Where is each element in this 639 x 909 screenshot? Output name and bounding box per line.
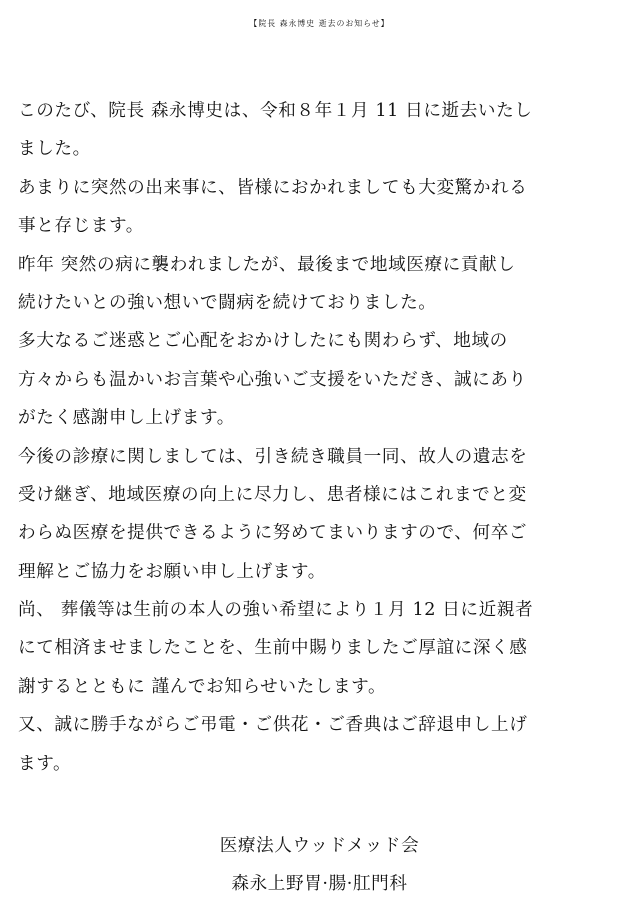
body-line: ました。 [18,139,91,160]
body-line: このたび、院長 森永博史は、令和８年１月 11 日に逝去いたし [18,101,533,121]
body-line: あまりに突然の出来事に、皆様におかれましても大変驚かれる [18,177,528,198]
body-line: ます。 [18,753,72,774]
organization-name: 医療法人ウッドメッド会 [219,836,420,856]
body-line: 謝するとともに 謹んでお知らせいたします。 [18,676,387,697]
clinic-name: 森永上野胃·腸·肛門科 [231,874,408,894]
body-line: 多大なるご迷惑とご心配をおかけしたにも関わらず、地域の [18,331,508,352]
body-line: わらぬ医療を提供できるように努めてまいりますので、何卒ご [18,523,528,544]
body-line: 又、誠に勝手ながらご弔電・ご供花・ご香典はご辞退申し上げ [18,715,528,736]
body-line: 昨年 突然の病に襲われましたが、最後まで地域医療に貢献し [18,254,516,275]
body-line: 理解とご協力をお願い申し上げます。 [18,561,326,582]
body-line: 続けたいとの強い想いで闘病を続けておりました。 [18,292,437,313]
notice-body [18,92,626,783]
body-line: 今後の診療に関しましては、引き続き職員一同、故人の遺志を [18,446,528,467]
notice-title: 【院長 森永博史 逝去のお知らせ】 [249,19,390,28]
body-line: にて相済ませましたことを、生前中賜りましたご厚誼に深く感 [18,638,528,659]
body-line: がたく感謝申し上げます。 [18,408,235,429]
body-line: 受け継ぎ、地域医療の向上に尽力し、患者様にはこれまでと変 [18,484,527,505]
body-line: 事と存じます。 [18,216,144,237]
body-line: 尚、 葬儀等は生前の本人の強い希望により１月 12 日に近親者 [18,600,534,621]
signature-block [0,827,639,903]
body-line: 方々からも温かいお言葉や心強いご支援をいただき、誠にあり [18,369,527,390]
